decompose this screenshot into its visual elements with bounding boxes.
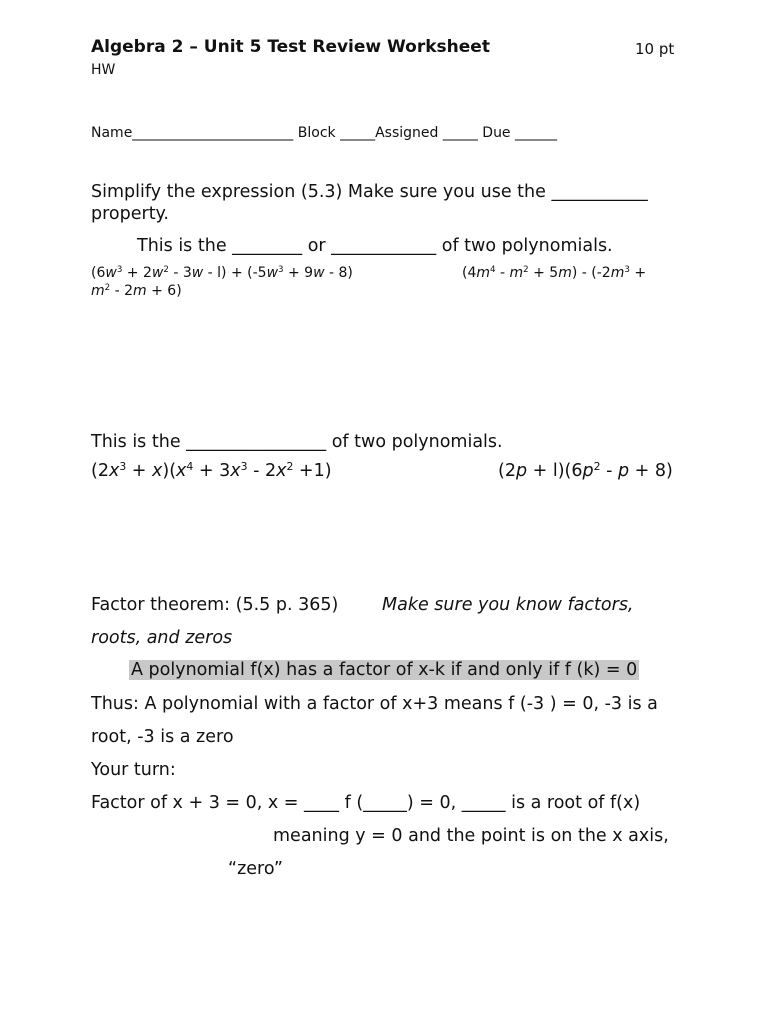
thus-explanation-cont: root, -3 is a zero — [91, 727, 234, 747]
product-prompt: This is the ________________ of two polynomials. — [91, 432, 503, 452]
expression-x: $(2x^3 + x)(x^4 + 3x^3 - 2x^2 +1)$ — [91, 460, 332, 481]
expression-p: $(2p + l)(6p^2 - p + 8)$ — [498, 460, 673, 481]
factor-theorem-heading: Factor theorem: (5.5 p. 365) — [91, 595, 339, 615]
hw-label: HW — [91, 62, 116, 78]
name-block-line: Name_______________________ Block _____Assigned _____ Due ______ — [91, 125, 557, 141]
factor-theorem-note-cont: roots, and zeros — [91, 628, 233, 648]
sum-difference-prompt: This is the ________ or ____________ of two polynomials. — [137, 236, 613, 256]
worksheet-title: Algebra 2 – Unit 5 Test Review Worksheet — [91, 37, 490, 57]
expression-w: $(6w^3 + 2w^2 - 3w - l) + (-5w^3 + 9w - 8)$ — [91, 265, 353, 281]
simplify-instruction-cont: property. — [91, 204, 169, 224]
meaning-line: meaning y = 0 and the point is on the x axis, — [273, 826, 669, 846]
your-turn-label: Your turn: — [91, 760, 176, 780]
zero-label: “zero” — [228, 859, 283, 879]
point-value: 10 pt — [635, 40, 675, 58]
simplify-instruction: Simplify the expression (5.3) Make sure you use the ___________ — [91, 182, 648, 202]
thus-explanation: Thus: A polynomial with a factor of x+3 means f (-3 ) = 0, -3 is a — [91, 694, 658, 714]
factor-exercise-line: Factor of x + 3 = 0, x = ____ f (_____) = 0, _____ is a root of f(x) — [91, 793, 641, 813]
theorem-statement: A polynomial f(x) has a factor of x-k if and only if f (k) = 0 — [131, 660, 638, 680]
expression-m-part1: $(4m^4 - m^2 + 5m) - (-2m^3$ + — [462, 265, 647, 281]
expression-m-part2: $m^2 - 2m + 6$) — [91, 283, 182, 299]
factor-theorem-note: Make sure you know factors, — [382, 595, 634, 615]
